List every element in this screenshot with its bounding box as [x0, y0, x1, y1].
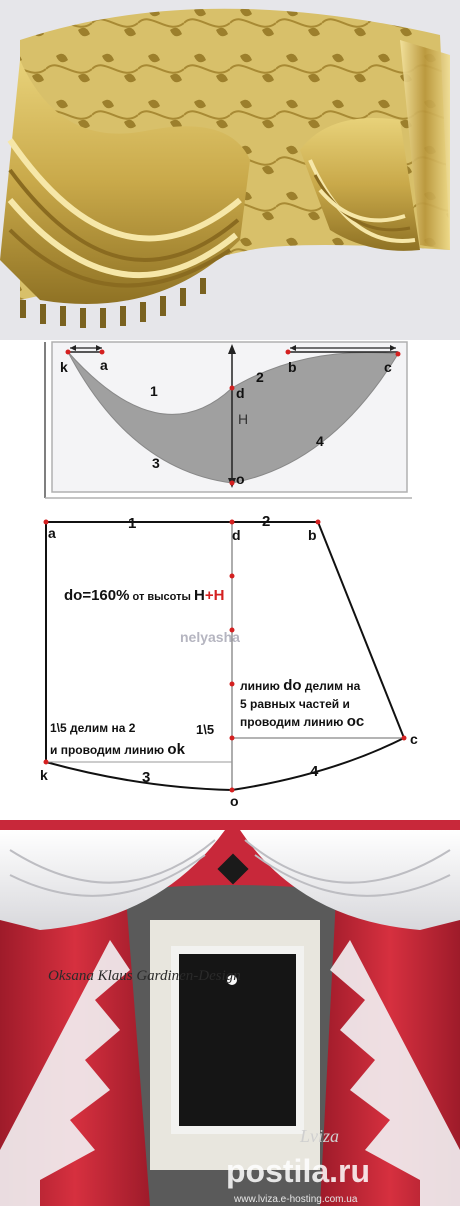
height-label: H [238, 411, 249, 427]
point-d-label: d [236, 385, 245, 401]
designer-signature: Oksana Klaus Gardinen-Design [48, 968, 241, 984]
note-fifth-half: 1\5 делим на 2 [50, 721, 136, 735]
pattern-construction-diagram [0, 500, 460, 820]
formula-text: do=160% от высоты H+H [64, 587, 225, 604]
point-c-label: c [384, 359, 392, 375]
edge-1-label: 1 [150, 383, 158, 399]
nelyasha-watermark: nelyasha [180, 629, 240, 645]
pattern-edge-1-label: 1 [128, 515, 137, 532]
lviza-logo: Lviza [300, 1126, 340, 1146]
point-k-label: k [60, 359, 68, 375]
red-curtain-photo [0, 820, 460, 1206]
pattern-point-d-label: d [232, 527, 241, 543]
note-divide-do: линию do делим на [240, 677, 361, 694]
note-five-parts: 5 равных частей и [240, 697, 350, 711]
pattern-point-b-label: b [308, 527, 317, 543]
pattern-point-o-label: o [230, 793, 239, 809]
note-draw-ok: и проводим линию ok [50, 741, 185, 758]
site-url: www.lviza.e-hosting.com.ua [234, 1194, 358, 1205]
point-b-label: b [288, 359, 297, 375]
gold-valance-photo [0, 0, 460, 340]
point-o-label: o [236, 471, 245, 487]
pattern-svg [0, 500, 460, 820]
pattern-edge-2-label: 2 [262, 513, 271, 530]
point-a-label: a [100, 357, 108, 373]
red-curtain-illustration [0, 820, 460, 1206]
swag-shape-svg [0, 340, 460, 500]
postila-watermark: postila.ru [226, 1153, 371, 1189]
pattern-point-c-label: c [410, 731, 418, 747]
pattern-edge-3-label: 3 [142, 769, 151, 786]
swag-shape-diagram [0, 340, 460, 500]
edge-2-label: 2 [256, 369, 264, 385]
edge-3-label: 3 [152, 455, 160, 471]
fifth-label: 1\5 [196, 722, 215, 737]
pattern-point-a-label: a [48, 525, 56, 541]
note-draw-oc: проводим линию oc [240, 713, 365, 730]
gold-valance-illustration [0, 0, 460, 340]
edge-4-label: 4 [316, 433, 324, 449]
pattern-edge-4-label: 4 [310, 763, 319, 780]
pattern-point-k-label: k [40, 767, 48, 783]
